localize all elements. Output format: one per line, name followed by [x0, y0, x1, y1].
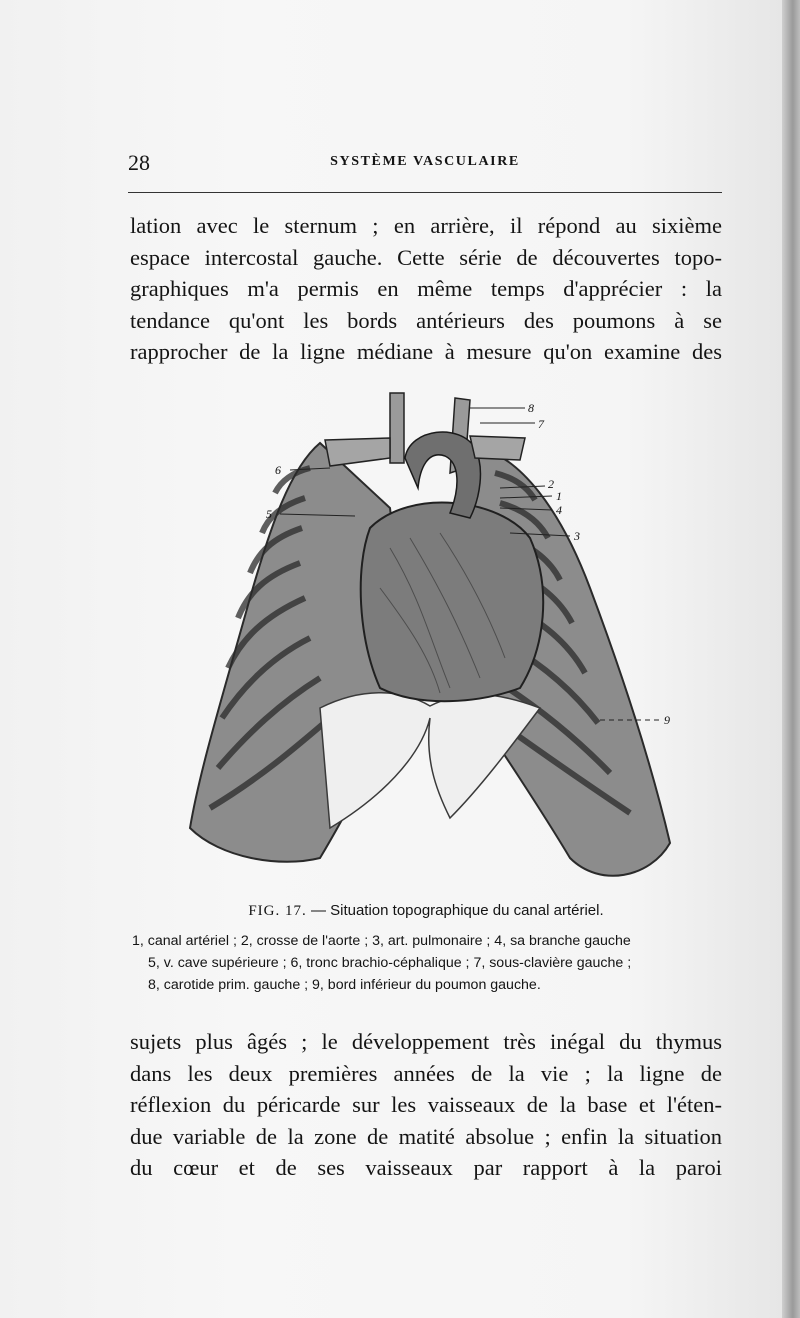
heart [361, 503, 543, 702]
figure-label-5: 5 [266, 507, 272, 521]
figure-label-6: 6 [275, 463, 281, 477]
figure-label-8: 8 [528, 401, 534, 415]
figure-label-4: 4 [556, 503, 562, 517]
body-text-top [130, 210, 722, 368]
figure-label-3: 3 [574, 529, 580, 543]
thorax-illustration [180, 388, 700, 898]
text-line: du cœur et de ses vaisseaux par rapport à la paroi [130, 1155, 722, 1180]
page-header [128, 150, 722, 180]
figure-caption [130, 902, 722, 920]
figure-label-2: 2 [548, 477, 554, 491]
figure-title: — Situation topographique du canal artériel. [310, 902, 604, 919]
page-edge [782, 0, 800, 1318]
figure-label-9: 9 [664, 713, 670, 727]
body-text-bottom [130, 1026, 722, 1184]
text-line: réflexion du péricarde sur les vaisseaux de la base et l'éten- [130, 1092, 722, 1117]
sternum-top [325, 438, 390, 466]
carotid-vessel [390, 393, 404, 463]
text-line: tendance qu'ont les bords antérieurs des poumons à se [130, 307, 722, 333]
running-title: SYSTÈME VASCULAIRE [330, 154, 520, 169]
header-rule [128, 192, 722, 193]
text-line: rapprocher de la ligne médiane à mesure qu'on examine des [130, 339, 722, 364]
text-line: graphiques m'a permis en même temps d'apprécier : la [130, 276, 722, 301]
page-number: 28 [128, 150, 150, 175]
legend-line: 5, v. cave supérieure ; 6, tronc brachio-céphalique ; 7, sous-clavière gauche ; [148, 955, 632, 971]
figure-label: FIG. 17. [248, 903, 307, 919]
figure-label-1: 1 [556, 489, 562, 503]
text-line: sujets plus âgés ; le développement très inégal du thymus [130, 1029, 722, 1054]
text-line: due variable de la zone de matité absolue ; enfin la situation [130, 1123, 722, 1149]
text-line: lation avec le sternum ; en arrière, il répond au sixième [130, 213, 722, 238]
figure-legend [132, 930, 724, 996]
text-line: espace intercostal gauche. Cette série de découvertes topo- [130, 244, 722, 270]
text-line: dans les deux premières années de la vie ; la ligne de [130, 1060, 722, 1086]
clavicle-right [470, 436, 525, 460]
legend-line: 8, carotide prim. gauche ; 9, bord inférieur du poumon gauche. [148, 977, 541, 993]
figure-label-7: 7 [538, 417, 544, 431]
legend-line: 1, canal artériel ; 2, crosse de l'aorte ; 3, art. pulmonaire ; 4, sa branche gauche [132, 933, 631, 949]
